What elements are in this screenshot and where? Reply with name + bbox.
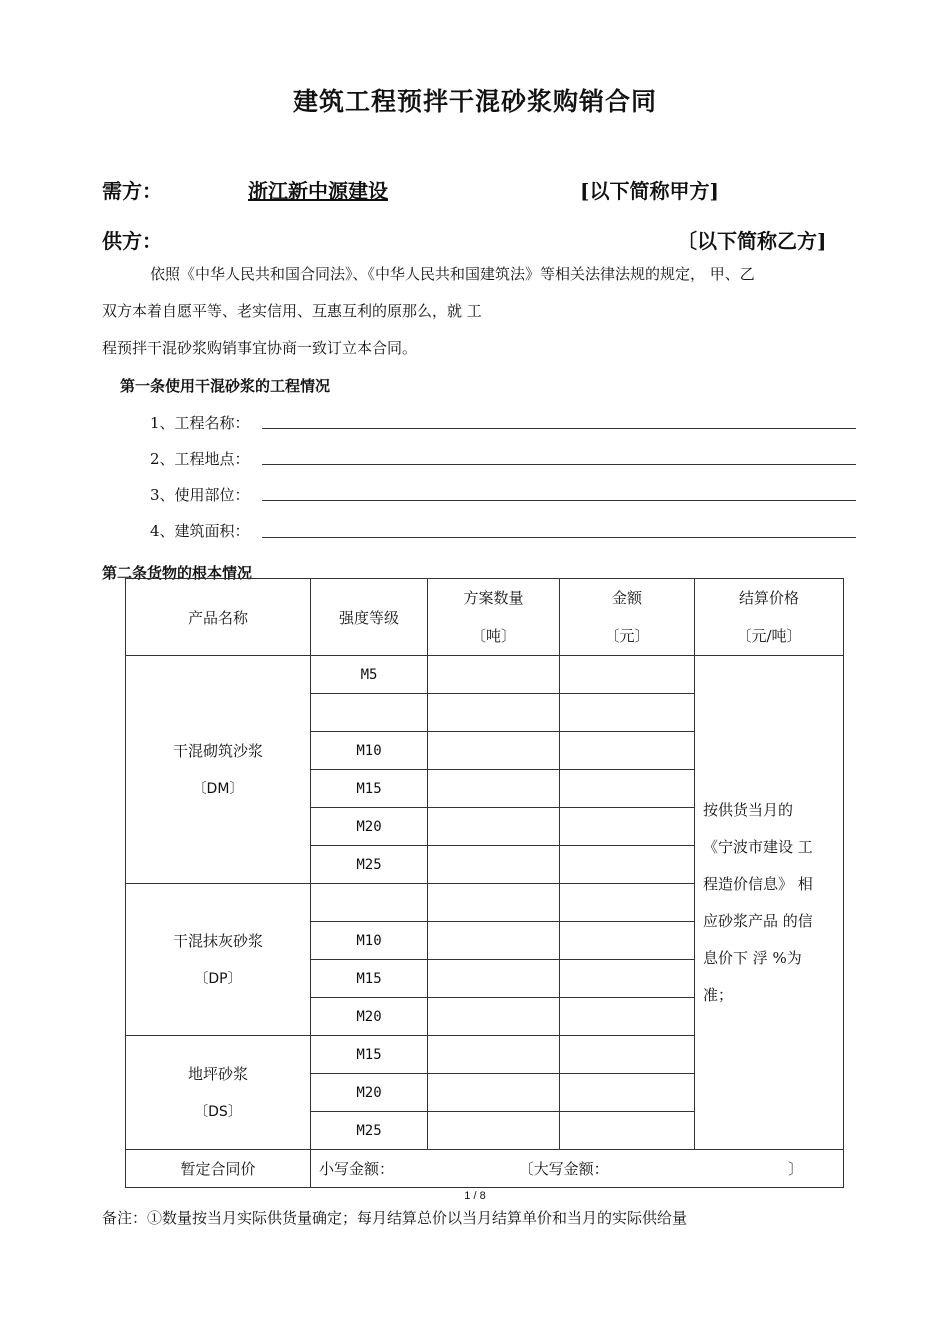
grade-cell: M20 [311,1074,428,1112]
grade-cell [311,884,428,922]
header-qty [428,579,560,656]
buyer-alias: [以下简称甲方] [580,179,719,203]
total-label: 暂定合同价 [126,1150,311,1188]
buyer-label: 需方： [102,179,162,203]
supplier-alias: 〔以下简称乙方] [677,229,827,253]
header-price [695,579,844,656]
amount-cell[interactable] [560,808,695,846]
amount-cell[interactable] [560,1074,695,1112]
table-row [126,656,844,694]
header-price-unit: 〔元/吨〕 [736,627,802,645]
grade-cell: M20 [311,808,428,846]
grade-cell: M10 [311,732,428,770]
big-amount-label: 〔大写金额： [518,1160,609,1178]
settlement-line: 准； [703,985,734,1004]
qty-cell[interactable] [428,656,560,694]
header-price-label: 结算价格 [738,589,799,607]
settlement-line: 按供货当月的 [703,800,794,819]
settlement-line: 应砂浆产品 的信 [703,911,813,930]
product-dp-code: 〔DP〕 [194,970,242,987]
header-qty-unit: 〔吨〕 [470,627,516,645]
amount-cell[interactable] [560,922,695,960]
buyer-name: 浙江新中源建设 [248,179,388,203]
big-amount-close: 〕 [788,1160,804,1178]
grade-cell: M15 [311,770,428,808]
product-ds-name: 地坪砂浆 [187,1064,248,1083]
total-amount-cell[interactable] [311,1150,844,1188]
total-row [126,1150,844,1188]
header-amount-unit: 〔元〕 [604,627,650,645]
article-1-heading: 第一条使用干混砂浆的工程情况 [120,377,331,395]
qty-cell[interactable] [428,694,560,732]
qty-cell[interactable] [428,846,560,884]
header-product: 产品名称 [126,579,311,656]
qty-cell[interactable] [428,1074,560,1112]
qty-cell[interactable] [428,808,560,846]
project-name-field[interactable] [262,428,856,429]
settlement-note [695,656,844,1150]
goods-table [125,578,844,1188]
amount-cell[interactable] [560,960,695,998]
remark-text: 备注：①数量按当月实际供货量确定；每月结算总价以当月结算单价和当月的实际供给量 [102,1209,688,1227]
page-number: 1 / 8 [464,1190,486,1202]
qty-cell[interactable] [428,960,560,998]
grade-cell: M25 [311,1112,428,1150]
grade-cell: M5 [311,656,428,694]
amount-cell[interactable] [560,656,695,694]
product-dp [126,884,311,1036]
intro-line-1: 依照《中华人民共和国合同法》、《中华人民共和国建筑法》等相关法律法规的规定， 甲、乙 [150,265,755,283]
qty-cell[interactable] [428,732,560,770]
amount-cell[interactable] [560,884,695,922]
building-area-field[interactable] [262,537,856,538]
amount-cell[interactable] [560,1112,695,1150]
product-dm-code: 〔DM〕 [192,780,244,797]
qty-cell[interactable] [428,922,560,960]
grade-cell [311,694,428,732]
project-location-field[interactable] [262,464,856,465]
grade-cell: M10 [311,922,428,960]
settlement-line: 《宁波市建设 工 [703,837,813,856]
usage-part-label: 3、使用部位： [150,486,250,504]
amount-cell[interactable] [560,732,695,770]
product-dm [126,656,311,884]
qty-cell[interactable] [428,884,560,922]
qty-cell[interactable] [428,1036,560,1074]
grade-cell: M15 [311,1036,428,1074]
intro-line-3: 程预拌干混砂浆购销事宜协商一致订立本合同。 [102,339,418,357]
amount-cell[interactable] [560,846,695,884]
product-dp-name: 干混抹灰砂浆 [172,931,263,950]
header-amount [560,579,695,656]
supplier-label: 供方： [102,229,162,253]
product-ds-code: 〔DS〕 [194,1103,242,1120]
small-amount-label: 小写金额： [319,1160,395,1178]
settlement-line: 息价下 浮 %为 [703,948,802,967]
intro-line-2: 双方本着自愿平等、老实信用、互惠互利的原那么，就 工 [102,302,482,320]
table-header-row [126,579,844,656]
qty-cell[interactable] [428,770,560,808]
amount-cell[interactable] [560,998,695,1036]
grade-cell: M15 [311,960,428,998]
header-qty-label: 方案数量 [463,589,524,607]
amount-cell[interactable] [560,1036,695,1074]
qty-cell[interactable] [428,998,560,1036]
qty-cell[interactable] [428,1112,560,1150]
project-location-label: 2、工程地点： [150,450,250,468]
building-area-label: 4、建筑面积： [150,522,250,540]
amount-cell[interactable] [560,694,695,732]
project-name-label: 1、工程名称： [150,414,250,432]
product-dm-name: 干混砌筑沙浆 [172,741,263,760]
header-grade: 强度等级 [311,579,428,656]
settlement-line: 程造价信息》 相 [703,874,813,893]
article-2-heading: 第二条货物的根本情况 [102,564,253,582]
grade-cell: M20 [311,998,428,1036]
usage-part-field[interactable] [262,500,856,501]
grade-cell: M25 [311,846,428,884]
product-ds [126,1036,311,1150]
contract-title: 建筑工程预拌干混砂浆购销合同 [292,87,657,116]
amount-cell[interactable] [560,770,695,808]
header-amount-label: 金额 [611,589,642,607]
